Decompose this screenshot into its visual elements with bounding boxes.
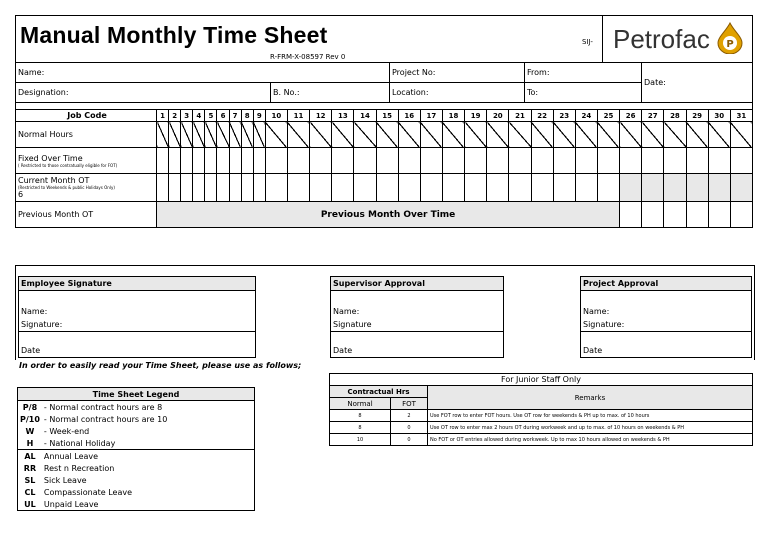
day-header-30: 30 <box>708 110 730 122</box>
fot-cell-3[interactable] <box>181 148 193 174</box>
junior-normal: 8 <box>330 410 391 422</box>
day-header-20: 20 <box>487 110 509 122</box>
day-header-1: 1 <box>157 110 169 122</box>
day-header-9: 9 <box>253 110 265 122</box>
legend-code: P/8 <box>22 402 38 412</box>
legend-text: Unpaid Leave <box>43 499 99 509</box>
normal-cell-25[interactable] <box>597 122 619 148</box>
day-header-27: 27 <box>642 110 664 122</box>
fot-cell-5[interactable] <box>205 148 217 174</box>
legend-title: Time Sheet Legend <box>18 388 255 401</box>
normal-cell-19[interactable] <box>465 122 487 148</box>
cur-cell-13[interactable] <box>332 174 354 202</box>
cur-cell-27[interactable] <box>642 174 664 202</box>
junior-title: For Junior Staff Only <box>330 374 753 386</box>
cur-cell-17[interactable] <box>420 174 442 202</box>
legend-item <box>18 413 255 425</box>
normal-cell-27[interactable] <box>642 122 664 148</box>
normal-hours-label: Normal Hours <box>16 122 157 148</box>
employee-signature-field[interactable]: Signature: <box>19 318 256 332</box>
fot-cell-29[interactable] <box>686 148 708 174</box>
day-header-10: 10 <box>265 110 287 122</box>
current-ot-text: Current Month OT <box>18 176 90 185</box>
location-label: Location: <box>392 88 429 97</box>
day-header-6: 6 <box>217 110 229 122</box>
fot-cell-2[interactable] <box>169 148 181 174</box>
hours-grid <box>15 109 753 228</box>
prev-ot-banner: Previous Month Over Time <box>157 202 620 228</box>
cur-cell-28[interactable] <box>664 174 686 202</box>
day-header-29: 29 <box>686 110 708 122</box>
fot-cell-6[interactable] <box>217 148 229 174</box>
prev-ot-label: Previous Month OT <box>16 202 157 228</box>
prev-cell-28[interactable] <box>664 202 686 228</box>
prev-cell-27[interactable] <box>642 202 664 228</box>
project-date-field[interactable]: Date <box>583 346 603 355</box>
day-header-12: 12 <box>310 110 332 122</box>
fot-cell-23[interactable] <box>553 148 575 174</box>
cur-cell-25[interactable] <box>597 174 619 202</box>
fot-cell-9[interactable] <box>253 148 265 174</box>
junior-fot: 0 <box>391 422 428 434</box>
fot-cell-13[interactable] <box>332 148 354 174</box>
normal-cell-22[interactable] <box>531 122 553 148</box>
fot-header: FOT <box>391 398 428 410</box>
location-field[interactable] <box>390 83 525 103</box>
legend-text: - National Holiday <box>42 437 255 450</box>
job-code-header: Job Code <box>16 110 157 122</box>
day-header-18: 18 <box>442 110 464 122</box>
logo <box>602 16 755 62</box>
cur-cell-7[interactable] <box>229 174 241 202</box>
legend-item <box>18 462 255 474</box>
fot-cell-31[interactable] <box>730 148 752 174</box>
day-header-31: 31 <box>730 110 752 122</box>
day-header-19: 19 <box>465 110 487 122</box>
junior-normal: 8 <box>330 422 391 434</box>
legend-item <box>18 450 255 463</box>
legend-text: Rest n Recreation <box>43 463 115 473</box>
to-label: To: <box>527 88 539 97</box>
fot-cell-12[interactable] <box>310 148 332 174</box>
fot-cell-19[interactable] <box>465 148 487 174</box>
from-field[interactable] <box>525 63 642 83</box>
employee-name-field[interactable]: Name: <box>21 307 48 316</box>
normal-cell-4[interactable] <box>193 122 205 148</box>
cur-cell-6[interactable] <box>217 174 229 202</box>
normal-cell-11[interactable] <box>287 122 309 148</box>
fot-cell-7[interactable] <box>229 148 241 174</box>
employee-signature-title: Employee Signature <box>19 277 256 291</box>
cur-cell-1[interactable] <box>157 174 169 202</box>
day-header-17: 17 <box>420 110 442 122</box>
svg-text:P: P <box>726 39 734 50</box>
fot-cell-25[interactable] <box>597 148 619 174</box>
day-header-8: 8 <box>241 110 253 122</box>
cur-cell-24[interactable] <box>575 174 597 202</box>
current-ot-label <box>16 174 157 202</box>
junior-staff-table <box>329 373 753 446</box>
normal-cell-30[interactable] <box>708 122 730 148</box>
normal-cell-26[interactable] <box>620 122 642 148</box>
legend-text: Compassionate Leave <box>43 487 132 497</box>
legend-code: CL <box>24 487 36 497</box>
contractual-hrs-header: Contractual Hrs <box>330 386 428 398</box>
fot-cell-27[interactable] <box>642 148 664 174</box>
petrofac-drop-icon <box>715 22 745 54</box>
legend-item <box>18 498 255 511</box>
normal-cell-15[interactable] <box>376 122 398 148</box>
legend-code: AL <box>24 451 36 461</box>
cur-cell-12[interactable] <box>310 174 332 202</box>
header <box>15 15 753 62</box>
remarks-header: Remarks <box>428 386 753 410</box>
legend-code: H <box>18 437 42 450</box>
fot-cell-17[interactable] <box>420 148 442 174</box>
junior-fot: 2 <box>391 410 428 422</box>
cur-cell-16[interactable] <box>398 174 420 202</box>
day-header-2: 2 <box>169 110 181 122</box>
legend-item <box>18 474 255 486</box>
junior-row <box>330 434 753 446</box>
day-header-5: 5 <box>205 110 217 122</box>
supervisor-name-field[interactable]: Name: <box>333 307 360 316</box>
to-field[interactable] <box>525 83 642 103</box>
normal-cell-3[interactable] <box>181 122 193 148</box>
legend-text: Sick Leave <box>43 475 87 485</box>
normal-cell-18[interactable] <box>442 122 464 148</box>
time-sheet <box>15 15 753 509</box>
normal-cell-13[interactable] <box>332 122 354 148</box>
fot-cell-21[interactable] <box>509 148 531 174</box>
prev-cell-29[interactable] <box>686 202 708 228</box>
legend-code: SL <box>24 475 36 485</box>
prev-cell-26[interactable] <box>620 202 642 228</box>
day-header-11: 11 <box>287 110 309 122</box>
supervisor-approval-box <box>330 276 504 358</box>
normal-cell-16[interactable] <box>398 122 420 148</box>
stamp-text: SIJ- <box>582 38 593 46</box>
prev-cell-31[interactable] <box>730 202 752 228</box>
day-header-23: 23 <box>553 110 575 122</box>
fot-cell-18[interactable] <box>442 148 464 174</box>
fot-cell-8[interactable] <box>241 148 253 174</box>
legend-code: P/10 <box>20 414 40 424</box>
current-ot-note: (Restricted to Weekends & public Holidays Only) <box>18 185 115 190</box>
junior-row <box>330 422 753 434</box>
normal-cell-10[interactable] <box>265 122 287 148</box>
legend-item <box>18 401 255 414</box>
cur-cell-11[interactable] <box>287 174 309 202</box>
day-header-26: 26 <box>620 110 642 122</box>
supervisor-date-field[interactable]: Date <box>333 346 353 355</box>
day-header-15: 15 <box>376 110 398 122</box>
fot-cell-11[interactable] <box>287 148 309 174</box>
day-header-4: 4 <box>193 110 205 122</box>
day-header-3: 3 <box>181 110 193 122</box>
normal-cell-29[interactable] <box>686 122 708 148</box>
junior-row <box>330 410 753 422</box>
cur-cell-2[interactable] <box>169 174 181 202</box>
cur-cell-8[interactable] <box>241 174 253 202</box>
legend-text: - Normal contract hours are 10 <box>43 414 168 424</box>
designation-field[interactable] <box>16 83 271 103</box>
employee-date-field[interactable]: Date <box>21 346 41 355</box>
day-header-24: 24 <box>575 110 597 122</box>
supervisor-blank[interactable] <box>331 291 504 306</box>
day-header-22: 22 <box>531 110 553 122</box>
name-field[interactable] <box>16 63 390 83</box>
cur-cell-29[interactable] <box>686 174 708 202</box>
time-sheet-legend <box>17 387 255 511</box>
b-no-label: B. No.: <box>273 88 300 97</box>
fot-cell-1[interactable] <box>157 148 169 174</box>
day-header-7: 7 <box>229 110 241 122</box>
project-blank[interactable] <box>581 291 752 306</box>
fot-cell-14[interactable] <box>354 148 376 174</box>
cur-cell-15[interactable] <box>376 174 398 202</box>
normal-cell-6[interactable] <box>217 122 229 148</box>
info-table <box>15 62 753 103</box>
fot-cell-16[interactable] <box>398 148 420 174</box>
legend-item <box>18 486 255 498</box>
logo-text: Petrofac <box>613 24 710 54</box>
junior-remark: Use OT row to enter max 2 hours OT during workweek and up to max. of 10 hours on weekends & PH <box>428 422 753 434</box>
legend-code: UL <box>24 499 36 509</box>
legend-text: - Normal contract hours are 8 <box>43 402 163 412</box>
day-header-16: 16 <box>398 110 420 122</box>
fot-cell-10[interactable] <box>265 148 287 174</box>
legend-code: RR <box>23 463 37 473</box>
day-header-21: 21 <box>509 110 531 122</box>
normal-cell-24[interactable] <box>575 122 597 148</box>
cur-cell-31[interactable] <box>730 174 752 202</box>
normal-cell-20[interactable] <box>487 122 509 148</box>
fot-cell-4[interactable] <box>193 148 205 174</box>
fixed-ot-label <box>16 148 157 174</box>
day-header-13: 13 <box>332 110 354 122</box>
normal-cell-9[interactable] <box>253 122 265 148</box>
b-no-field[interactable] <box>271 83 390 103</box>
cur-cell-20[interactable] <box>487 174 509 202</box>
cur-cell-21[interactable] <box>509 174 531 202</box>
legend-code: W <box>25 426 35 436</box>
project-no-label: Project No: <box>392 68 436 77</box>
day-header-14: 14 <box>354 110 376 122</box>
employee-signature-box <box>18 276 256 358</box>
cur-cell-14[interactable] <box>354 174 376 202</box>
normal-cell-23[interactable] <box>553 122 575 148</box>
normal-cell-21[interactable] <box>509 122 531 148</box>
project-signature-field[interactable]: Signature: <box>581 318 752 332</box>
legend-item <box>18 437 255 450</box>
cur-cell-18[interactable] <box>442 174 464 202</box>
normal-cell-12[interactable] <box>310 122 332 148</box>
supervisor-signature-field[interactable]: Signature <box>331 318 504 332</box>
fot-cell-22[interactable] <box>531 148 553 174</box>
project-approval-title: Project Approval <box>581 277 752 291</box>
normal-cell-14[interactable] <box>354 122 376 148</box>
normal-cell-8[interactable] <box>241 122 253 148</box>
normal-cell-5[interactable] <box>205 122 217 148</box>
legend-text: Annual Leave <box>43 451 99 461</box>
fixed-ot-note: ( Restricted to those contratually eligible for FOT) <box>18 162 118 168</box>
project-no-field[interactable] <box>390 63 525 83</box>
fot-cell-15[interactable] <box>376 148 398 174</box>
junior-normal: 10 <box>330 434 391 446</box>
junior-fot: 0 <box>391 434 428 446</box>
date-label: Date: <box>644 78 666 87</box>
cur-cell-4[interactable] <box>193 174 205 202</box>
project-name-field[interactable]: Name: <box>583 307 610 316</box>
employee-blank[interactable] <box>19 291 256 306</box>
name-label: Name: <box>18 68 45 77</box>
form-number: R-FRM-X-08597 Rev 0 <box>270 53 346 61</box>
cur-cell-19[interactable] <box>465 174 487 202</box>
designation-label: Designation: <box>18 88 69 97</box>
legend-text: - Week-end <box>43 426 90 436</box>
cur-cell-10[interactable] <box>265 174 287 202</box>
fot-cell-28[interactable] <box>664 148 686 174</box>
from-label: From: <box>527 68 550 77</box>
project-approval-box <box>580 276 752 358</box>
cur-cell-30[interactable] <box>708 174 730 202</box>
fot-cell-26[interactable] <box>620 148 642 174</box>
normal-cell-28[interactable] <box>664 122 686 148</box>
date-field[interactable] <box>642 63 753 103</box>
cur-cell-23[interactable] <box>553 174 575 202</box>
page-title: Manual Monthly Time Sheet <box>20 22 328 48</box>
fot-cell-24[interactable] <box>575 148 597 174</box>
junior-remark: No FOT or OT entries allowed during workweek. Up to max 10 hours allowed on weekends & PH <box>428 434 753 446</box>
normal-cell-7[interactable] <box>229 122 241 148</box>
cur-cell-26[interactable] <box>620 174 642 202</box>
fot-cell-30[interactable] <box>708 148 730 174</box>
normal-cell-17[interactable] <box>420 122 442 148</box>
junior-remark: Use FOT row to enter FOT hours. Use OT row for weekends & PH up to max. of 10 hours <box>428 410 753 422</box>
instruction-note: In order to easily read your Time Sheet, please use as follows; <box>19 361 302 370</box>
cur-cell-9[interactable] <box>253 174 265 202</box>
cur-cell-22[interactable] <box>531 174 553 202</box>
normal-cell-2[interactable] <box>169 122 181 148</box>
day-header-28: 28 <box>664 110 686 122</box>
current-ot-value: 6 <box>18 190 24 199</box>
prev-cell-30[interactable] <box>708 202 730 228</box>
day-header-25: 25 <box>597 110 619 122</box>
normal-cell-1[interactable] <box>157 122 169 148</box>
signature-area <box>15 265 755 360</box>
fot-cell-20[interactable] <box>487 148 509 174</box>
supervisor-title: Supervisor Approval <box>331 277 504 291</box>
legend-item <box>18 425 255 437</box>
cur-cell-5[interactable] <box>205 174 217 202</box>
normal-cell-31[interactable] <box>730 122 752 148</box>
normal-header: Normal <box>330 398 391 410</box>
cur-cell-3[interactable] <box>181 174 193 202</box>
fixed-ot-text: Fixed Over Time <box>18 153 83 163</box>
